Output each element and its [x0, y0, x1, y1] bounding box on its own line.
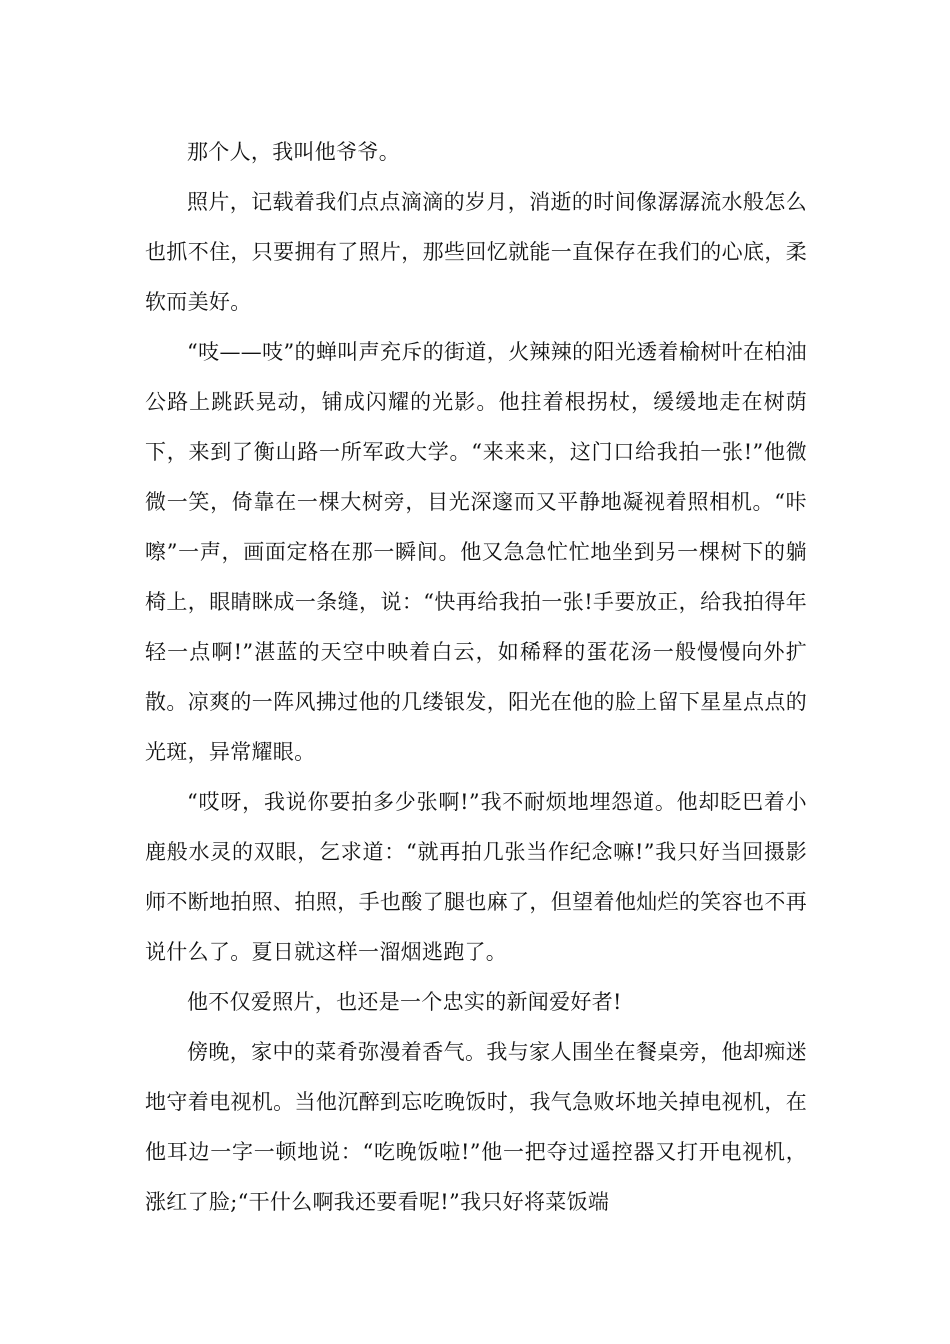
- paragraph-6: 傍晚，家中的菜肴弥漫着香气。我与家人围坐在餐桌旁，他却痴迷地守着电视机。当他沉醉到忘吃晚饭时，我气急败坏地关掉电视机，在他耳边一字一顿地说：“吃晚饭啦!”他一把夺过遥控器又打开电视机，涨红了脸;“干什么啊我还要看呢!”我只好将菜饭端: [145, 1040, 807, 1214]
- body-text: [145, 127, 807, 1227]
- paragraph-4: “哎呀，我说你要拍多少张啊!”我不耐烦地埋怨道。他却眨巴着小鹿般水灵的双眼，乞求道：“就再拍几张当作纪念嘛!”我只好当回摄影师不断地拍照、拍照，手也酸了腿也麻了，但望着他灿烂的笑容也不再说什么了。夏日就这样一溜烟逃跑了。: [145, 790, 807, 964]
- paragraph-3: “吱——吱”的蝉叫声充斥的街道，火辣辣的阳光透着榆树叶在柏油公路上跳跃晃动，铺成闪耀的光影。他拄着根拐杖，缓缓地走在树荫下，来到了衡山路一所军政大学。“来来来，这门口给我拍一张!”他微微一笑，倚靠在一棵大树旁，目光深邃而又平静地凝视着照相机。“咔嚓”一声，画面定格在那一瞬间。他又急急忙忙地坐到另一棵树下的躺椅上，眼睛眯成一条缝，说：“快再给我拍一张!手要放正，给我拍得年轻一点啊!”湛蓝的天空中映着白云，如稀释的蛋花汤一般慢慢向外扩散。凉爽的一阵风拂过他的几缕银发，阳光在他的脸上留下星星点点的光斑，异常耀眼。: [145, 340, 807, 764]
- paragraph-5: 他不仅爱照片，也还是一个忠实的新闻爱好者!: [187, 990, 622, 1014]
- paragraph-2: 照片，记载着我们点点滴滴的岁月，消逝的时间像潺潺流水般怎么也抓不住，只要拥有了照片，那些回忆就能一直保存在我们的心底，柔软而美好。: [145, 190, 807, 314]
- paragraph-1: 那个人，我叫他爷爷。: [187, 140, 400, 164]
